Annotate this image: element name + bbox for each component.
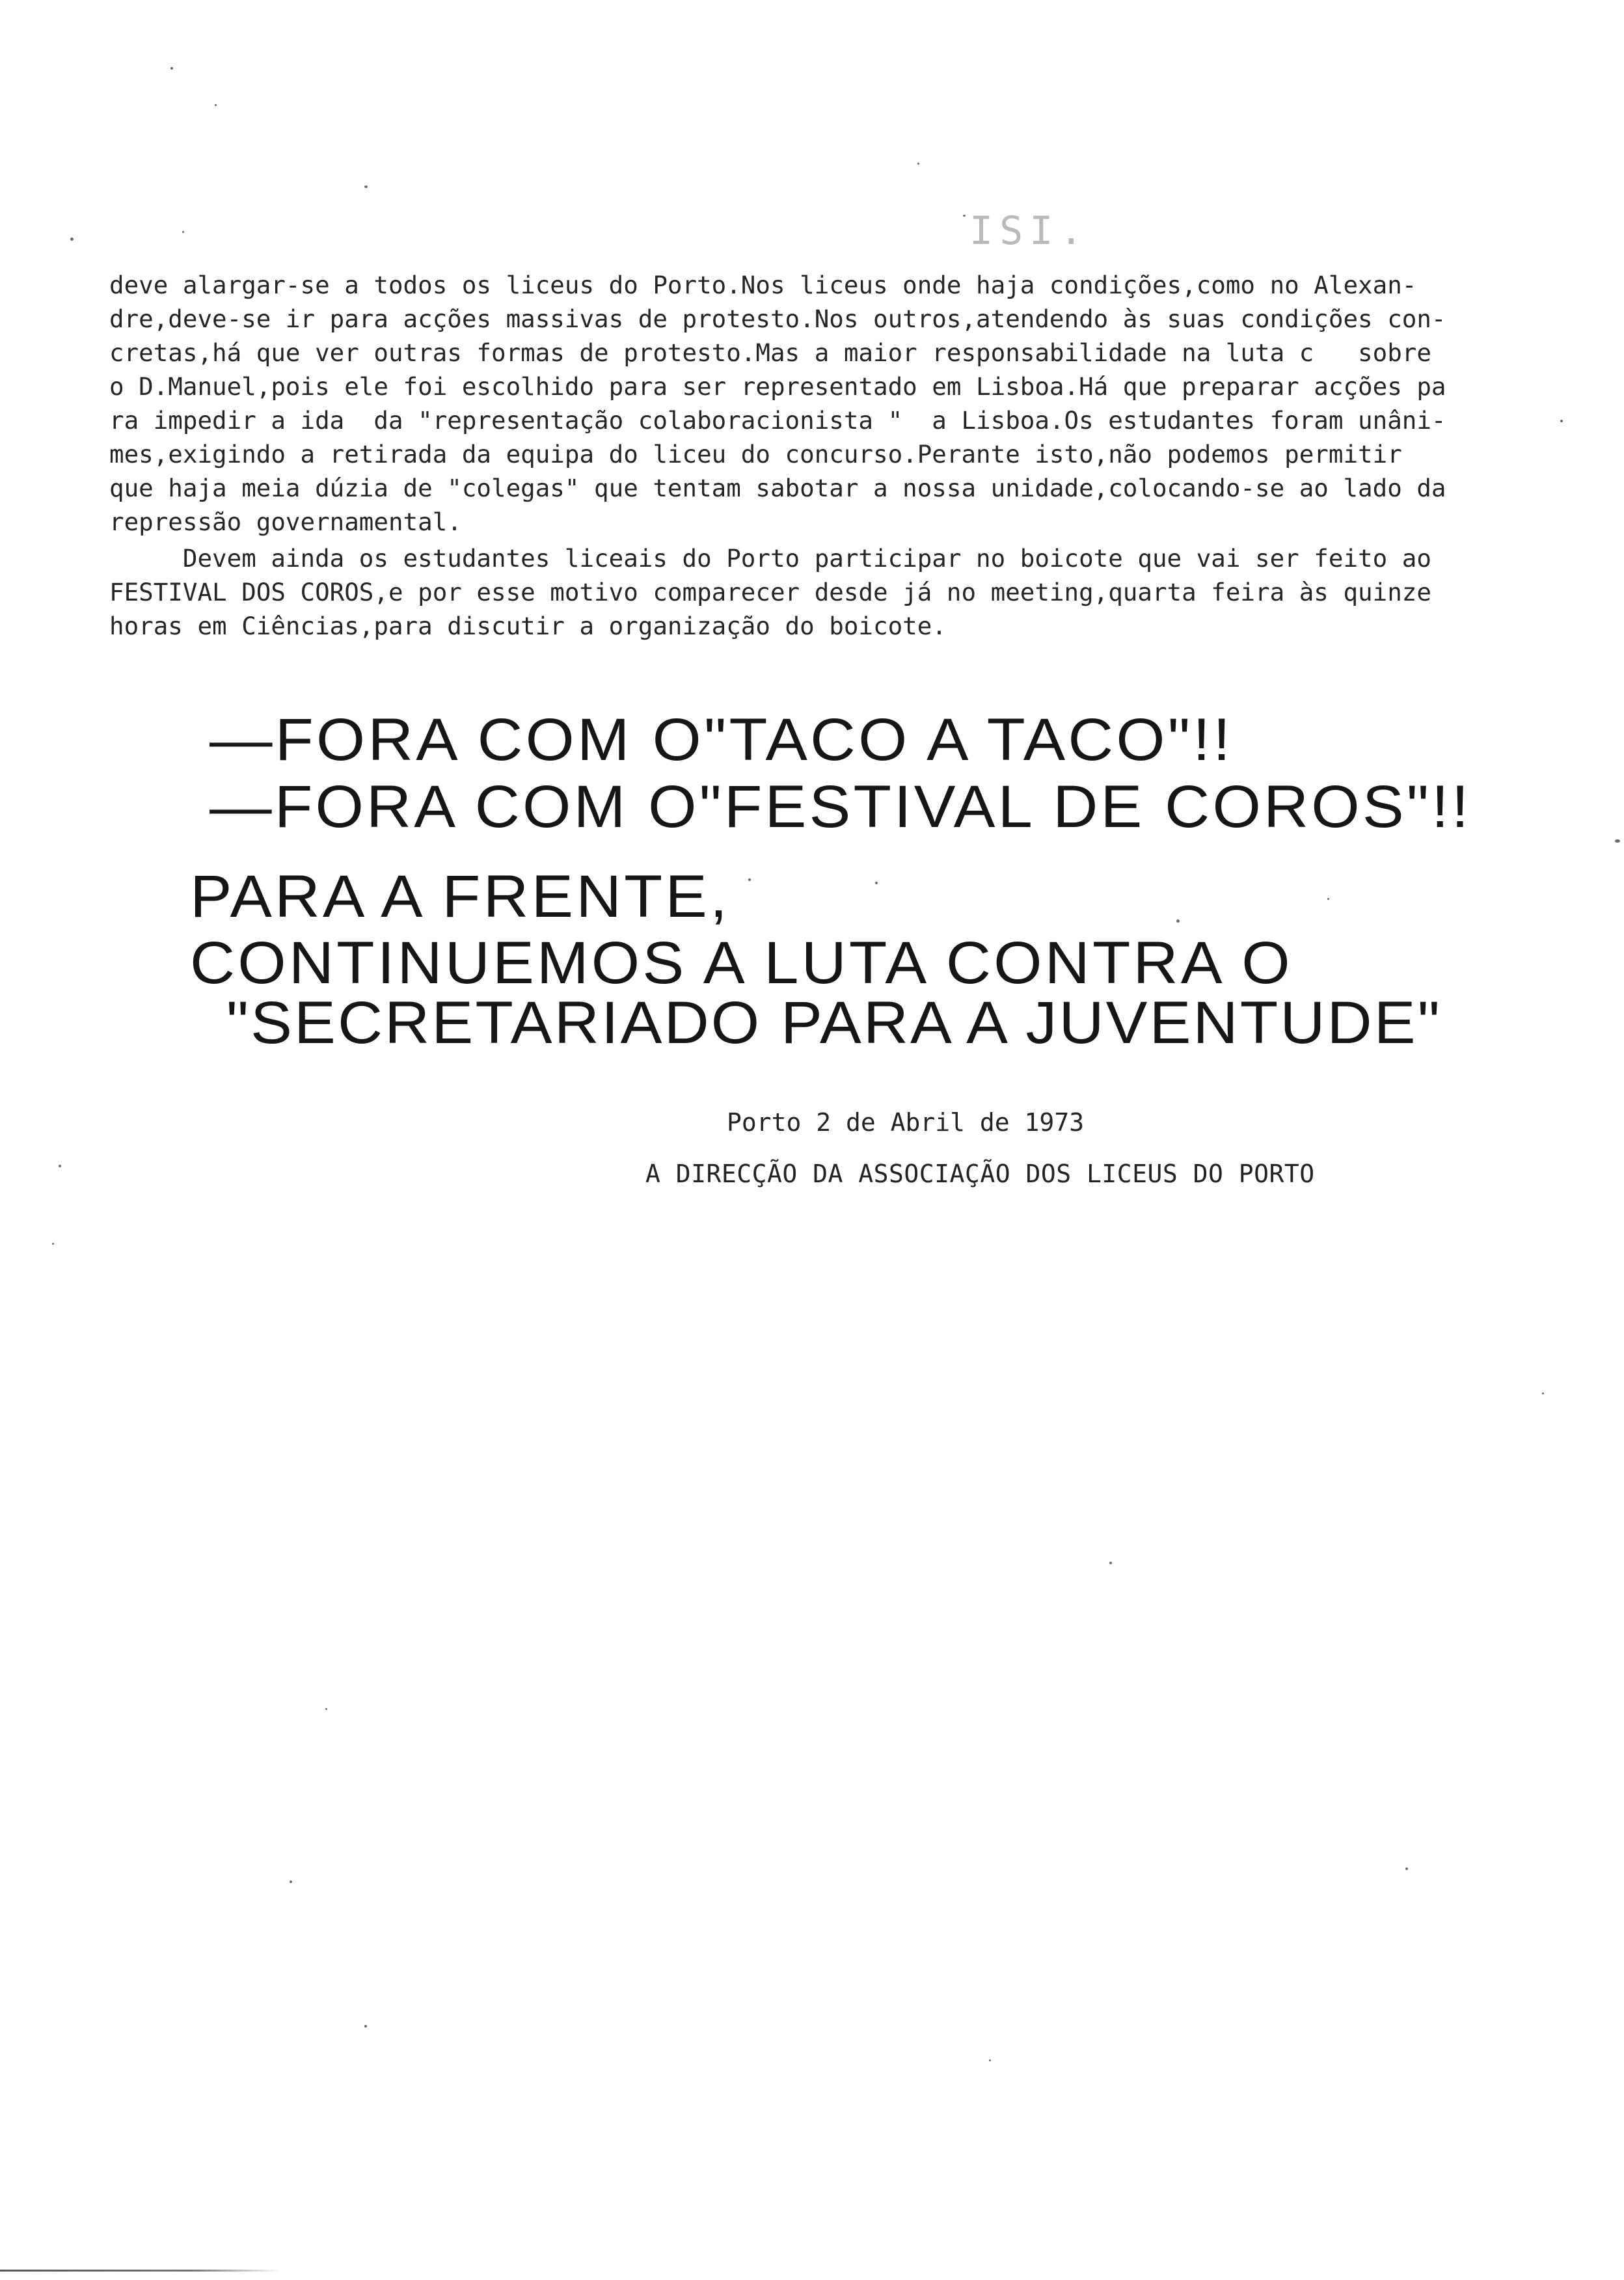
text-line: FESTIVAL DOS COROS,e por esse motivo comparecer desde já no meeting,quarta feira às quinze <box>109 578 1431 606</box>
slogan-line: "SECRETARIADO PARA A JUVENTUDE" <box>226 990 1442 1056</box>
scan-speck <box>290 1880 292 1883</box>
scan-speck <box>1405 1867 1408 1870</box>
scan-speck <box>70 238 74 241</box>
text-line: o D.Manuel,pois ele foi escolhido para ser representado em Lisboa.Há que preparar acções pa <box>109 372 1446 401</box>
scan-speck <box>59 1165 61 1167</box>
scan-speck <box>1176 919 1180 923</box>
scan-speck <box>1615 839 1620 843</box>
slogan-line: —FORA COM O"TACO A TACO"!! <box>210 707 1234 773</box>
text-line: mes,exigindo a retirada da equipa do liceu do concurso.Perante isto,não podemos permitir <box>109 440 1402 468</box>
scan-speck <box>170 67 173 70</box>
scan-speck <box>1109 1562 1112 1564</box>
scan-speck <box>917 163 919 165</box>
text-line: repressão governamental. <box>109 508 462 536</box>
scan-speck <box>215 104 217 106</box>
body-paragraph-1 <box>109 268 1562 539</box>
scan-speck <box>989 2059 991 2061</box>
slogan-line: PARA A FRENTE, <box>190 863 731 930</box>
text-line: dre,deve-se ir para acções massivas de protesto.Nos outros,atendendo às suas condições con- <box>109 305 1446 333</box>
scan-speck <box>748 878 751 881</box>
scan-speck <box>963 215 966 217</box>
scan-speck <box>325 1708 327 1710</box>
scan-speck <box>875 882 878 884</box>
slogan-line: CONTINUEMOS A LUTA CONTRA O <box>190 930 1293 996</box>
text-line: ra impedir a ida da "representação colaboracionista " a Lisboa.Os estudantes foram unâni- <box>109 406 1446 435</box>
scan-edge-line <box>0 2270 280 2272</box>
slogan-line: —FORA COM O"FESTIVAL DE COROS"!! <box>210 774 1472 840</box>
text-line: horas em Ciências,para discutir a organização do boicote. <box>109 612 947 640</box>
scan-speck <box>182 231 184 233</box>
signatory: A DIRECÇÃO DA ASSOCIAÇÃO DOS LICEUS DO PORTO <box>645 1160 1315 1188</box>
text-line: Devem ainda os estudantes liceais do Porto participar no boicote que vai ser feito ao <box>109 544 1431 573</box>
scan-speck <box>364 2025 367 2028</box>
text-line: que haja meia dúzia de "colegas" que tentam sabotar a nossa unidade,colocando-se ao lado da <box>109 474 1446 502</box>
body-paragraph-2 <box>109 541 1562 643</box>
text-line: cretas,há que ver outras formas de protesto.Mas a maior responsabilidade na luta c sobre <box>109 338 1431 367</box>
bleed-through-mark: ISI. <box>969 208 1090 254</box>
place-and-date: Porto 2 de Abril de 1973 <box>727 1108 1085 1137</box>
scan-speck <box>364 185 368 188</box>
scan-speck <box>1327 898 1329 900</box>
text-line: deve alargar-se a todos os liceus do Porto.Nos liceus onde haja condições,como no Alexan- <box>109 271 1417 299</box>
scan-speck <box>52 1243 54 1245</box>
scan-speck <box>1542 1392 1544 1394</box>
